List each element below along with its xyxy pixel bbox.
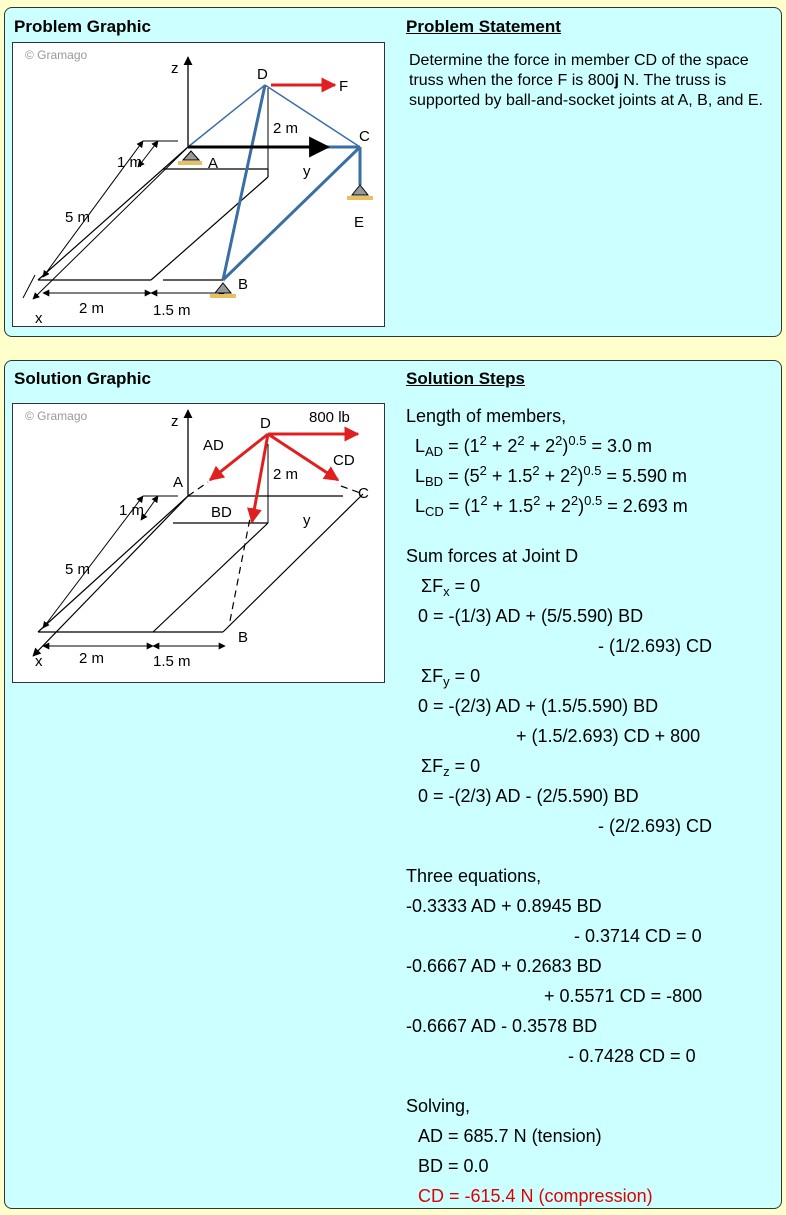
solving-heading: Solving,: [406, 1096, 471, 1116]
three-eq-3b: - 0.7428 CD = 0: [568, 1046, 696, 1066]
three-eq-2b: + 0.5571 CD = -800: [544, 986, 703, 1006]
label-2m-bottom: 2 m: [79, 650, 105, 667]
label-5m: 5 m: [65, 561, 91, 578]
copyright-label: © Gramago: [25, 48, 88, 62]
solution-steps: [406, 401, 776, 1211]
label-x: x: [35, 653, 43, 670]
label-load: 800 lb: [309, 409, 350, 426]
three-eq-2a: -0.6667 AD + 0.2683 BD: [406, 956, 602, 976]
sum-heading: Sum forces at Joint D: [406, 546, 579, 566]
problem-statement: [409, 51, 764, 111]
truss-members: [188, 85, 360, 280]
label-c: C: [358, 485, 369, 502]
result-bd: BD = 0.0: [418, 1156, 489, 1176]
label-a: A: [173, 474, 184, 491]
copyright-label: © Gramago: [25, 409, 88, 423]
solution-graphic-title: Solution Graphic: [14, 369, 151, 388]
statement-bold-j: j: [614, 72, 619, 89]
label-c: C: [359, 128, 370, 145]
problem-graphic: [12, 42, 385, 327]
eq-y-2: + (1.5/2.693) CD + 800: [516, 726, 701, 746]
label-x: x: [35, 310, 43, 327]
three-eq-1a: -0.3333 AD + 0.8945 BD: [406, 896, 602, 916]
solution-steps-title: Solution Steps: [406, 369, 525, 388]
label-1-5m: 1.5 m: [153, 653, 191, 670]
label-ad: AD: [203, 437, 224, 454]
label-z: z: [171, 60, 179, 77]
three-eq-1b: - 0.3714 CD = 0: [574, 926, 702, 946]
eq-z-2: - (2/2.693) CD: [598, 816, 713, 836]
label-y: y: [303, 163, 311, 180]
sum-fx: $\Sigma F_x = 0$: [421, 576, 481, 599]
label-2m-bottom: 2 m: [79, 300, 105, 317]
result-cd: CD = -615.4 N (compression): [418, 1186, 653, 1206]
label-1-5m: 1.5 m: [153, 302, 191, 319]
label-cd: CD: [333, 452, 355, 469]
bd-arrow: [252, 434, 268, 522]
label-d: D: [260, 415, 271, 432]
length-bd: $L_{BD} = (5^2 + 1.5^2 + 2^2)^{0.5} = 5.590$ m: [415, 463, 688, 489]
label-e: E: [354, 214, 365, 231]
length-heading: Length of members,: [406, 406, 567, 426]
length-cd: $L_{CD} = (1^2 + 1.5^2 + 2^2)^{0.5} = 2.693$ m: [415, 493, 688, 519]
label-1m: 1 m: [119, 502, 145, 519]
eq-x-2: - (1/2.693) CD: [598, 636, 713, 656]
label-5m: 5 m: [65, 209, 91, 226]
eq-z-1: 0 = -(2/3) AD - (2/5.590) BD: [418, 786, 639, 806]
label-2m-height: 2 m: [273, 466, 299, 483]
label-f: F: [339, 78, 349, 95]
label-b: B: [238, 276, 249, 293]
statement-text: Determine the force in member CD of the space truss when the force F is 800: [409, 52, 749, 89]
three-heading: Three equations,: [406, 866, 542, 886]
sum-fz: $\Sigma F_z = 0$: [421, 756, 481, 779]
result-ad: AD = 685.7 N (tension): [418, 1126, 602, 1146]
support-e: [347, 185, 373, 200]
problem-graphic-title: Problem Graphic: [14, 17, 151, 36]
label-a: A: [208, 155, 219, 172]
label-bd: BD: [211, 504, 232, 521]
statement-text-end: N. The truss is supported by ball-and-socket joints at A, B, and E.: [409, 72, 763, 109]
support-b: [210, 283, 236, 298]
eq-x-1: 0 = -(1/3) AD + (5/5.590) BD: [418, 606, 644, 626]
label-b: B: [238, 629, 249, 646]
problem-truss-diagram: [13, 43, 386, 328]
label-2m-height: 2 m: [273, 120, 299, 137]
label-d: D: [257, 66, 268, 83]
solution-panel: [4, 360, 782, 1209]
three-eq-3a: -0.6667 AD - 0.3578 BD: [406, 1016, 598, 1036]
label-y: y: [303, 512, 311, 529]
length-ad: $L_{AD} = (1^2 + 2^2 + 2^2)^{0.5} = 3.0$ m: [415, 433, 652, 459]
label-z: z: [171, 413, 179, 430]
problem-statement-title: Problem Statement: [406, 17, 561, 36]
solution-graphic: [12, 403, 385, 683]
label-1m: 1 m: [117, 154, 143, 171]
problem-panel: [4, 7, 782, 337]
sum-fy: $\Sigma F_y = 0$: [421, 666, 481, 689]
solution-fbd-diagram: [13, 404, 386, 684]
eq-y-1: 0 = -(2/3) AD + (1.5/5.590) BD: [418, 696, 659, 716]
